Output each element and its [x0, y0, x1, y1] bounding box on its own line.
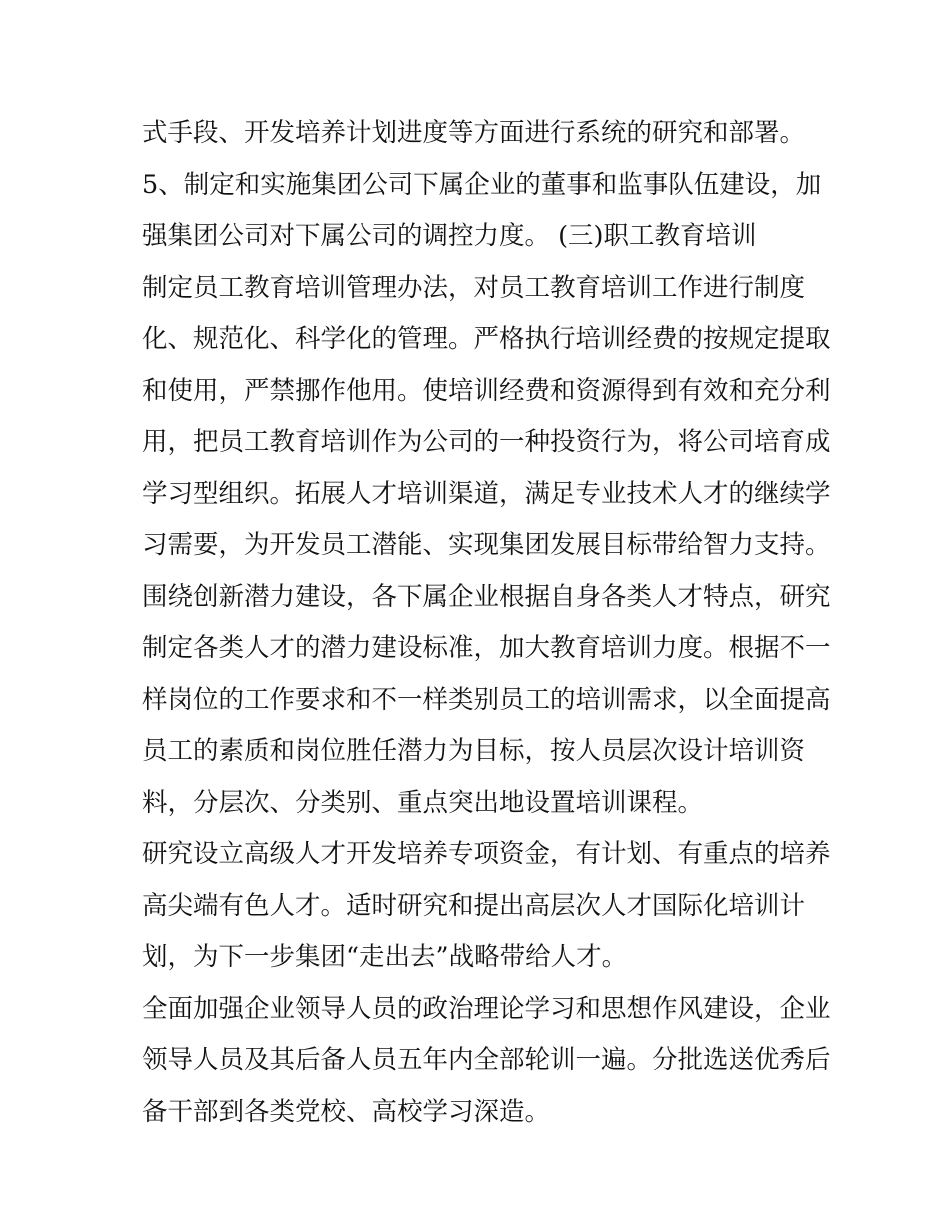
text-line: 划，为下一步集团“走出去”战略带给人才。: [142, 942, 628, 972]
text-line: 高尖端有色人才。适时研究和提出高层次人才国际化培训计: [142, 890, 806, 921]
text-line: 化、规范化、科学化的管理。严格执行培训经费的按规定提取: [142, 324, 831, 354]
text-line: 员工的素质和岗位胜任潜力为目标，按人员层次设计培训资: [142, 736, 806, 766]
text-line: 全面加强企业领导人员的政治理论学习和思想作风建设，企业: [142, 993, 831, 1024]
text-line: 学习型组织。拓展人才培训渠道，满足专业技术人才的继续学: [142, 478, 831, 509]
document-body: [142, 108, 831, 1138]
text-line: 式手段、开发培养计划进度等方面进行系统的研究和部署。: [142, 118, 806, 148]
text-line: 样岗位的工作要求和不一样类别员工的培训需求，以全面提高: [142, 684, 831, 715]
text-line: 强集团公司对下属公司的调控力度。 (三)职工教育培训: [142, 221, 757, 251]
text-line: 料，分层次、分类别、重点突出地设置培训课程。: [142, 787, 704, 818]
text-line: 5、制定和实施集团公司下属企业的董事和监事队伍建设，加: [142, 169, 822, 200]
text-line: 研究设立高级人才开发培养专项资金，有计划、有重点的培养: [142, 839, 831, 869]
text-line: 和使用，严禁挪作他用。使培训经费和资源得到有效和充分利: [142, 375, 831, 406]
text-line: 制定各类人才的潜力建设标准，加大教育培训力度。根据不一: [142, 633, 831, 663]
text-line: 制定员工教育培训管理办法，对员工教育培训工作进行制度: [142, 272, 806, 303]
text-line: 习需要，为开发员工潜能、实现集团发展目标带给智力支持。: [142, 530, 831, 560]
text-line: 备干部到各类党校、高校学习深造。: [142, 1096, 551, 1127]
text-line: 用，把员工教育培训作为公司的一种投资行为，将公司培育成: [142, 427, 831, 457]
text-line: 围绕创新潜力建设，各下属企业根据自身各类人才特点，研究: [142, 581, 831, 612]
text-line: 领导人员及其后备人员五年内全部轮训一遍。分批选送优秀后: [142, 1045, 831, 1075]
